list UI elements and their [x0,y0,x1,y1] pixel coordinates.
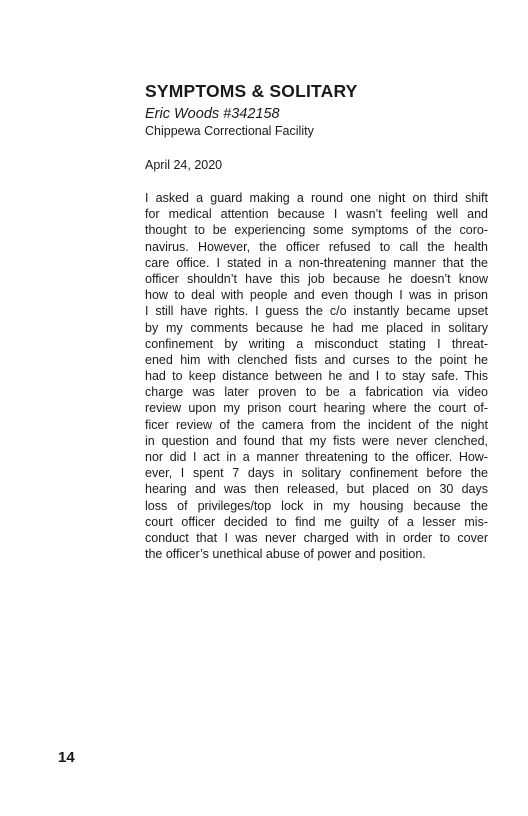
author-facility: Chippewa Correctional Facility [145,124,314,138]
body-text-line: nor did I act in a manner threatening to the officer. How- [145,450,488,464]
body-text-line: ever, I spent 7 days in solitary confinement before the [145,466,488,481]
body-text-line: ened him with clenched fists and curses to the point he [145,352,488,367]
body-text-line: in question and found that my fists were never clenched, [145,433,488,448]
body-text-line: by my comments because he had me placed in solitary [145,320,488,335]
body-text-line: court officer decided to find me guilty of a lesser mis- [145,514,488,529]
body-text-line: care office. I stated in a non-threatening manner that the [145,255,488,270]
body-text-line: loss of privileges/top lock in my housing because the [145,498,488,513]
body-text-line: conduct that I was never charged with in order to cover [145,530,488,545]
body-text-line: thought to be experiencing some symptoms of the coro- [145,223,488,238]
body-text-line: I still have rights. I guess the c/o instantly became upset [145,304,488,319]
body-text-line: I asked a guard making a round one night on third shift [145,191,488,205]
page-number: 14 [58,749,75,766]
article-title: SYMPTOMS & SOLITARY [145,81,358,101]
body-text-line: had to keep distance between he and I to stay safe. This [145,369,488,384]
body-text-line: ficer review of the camera from the incident of the night [145,417,488,432]
body-text-line: charge was later proven to be a fabrication via video [145,385,488,400]
article-author: Eric Woods #342158 [145,106,280,122]
body-text-line: the officer’s unethical abuse of power and position. [145,547,426,562]
body-text-line: for medical attention because I wasn’t feeling well and [145,207,488,222]
body-text-line: review upon my prison court hearing where the court of- [145,401,488,416]
body-text-line: navirus. However, the officer refused to call the health [145,239,488,254]
body-text-line: confinement by writing a misconduct stating I threat- [145,336,488,351]
article-body [145,190,488,562]
body-text-line: hearing and was then released, but placed on 30 days [145,482,488,497]
body-text-line: officer shouldn’t have this job because he doesn’t know [145,271,488,286]
article-date: April 24, 2020 [145,158,223,172]
body-text-line: how to deal with people and even though I was in prison [145,288,488,303]
